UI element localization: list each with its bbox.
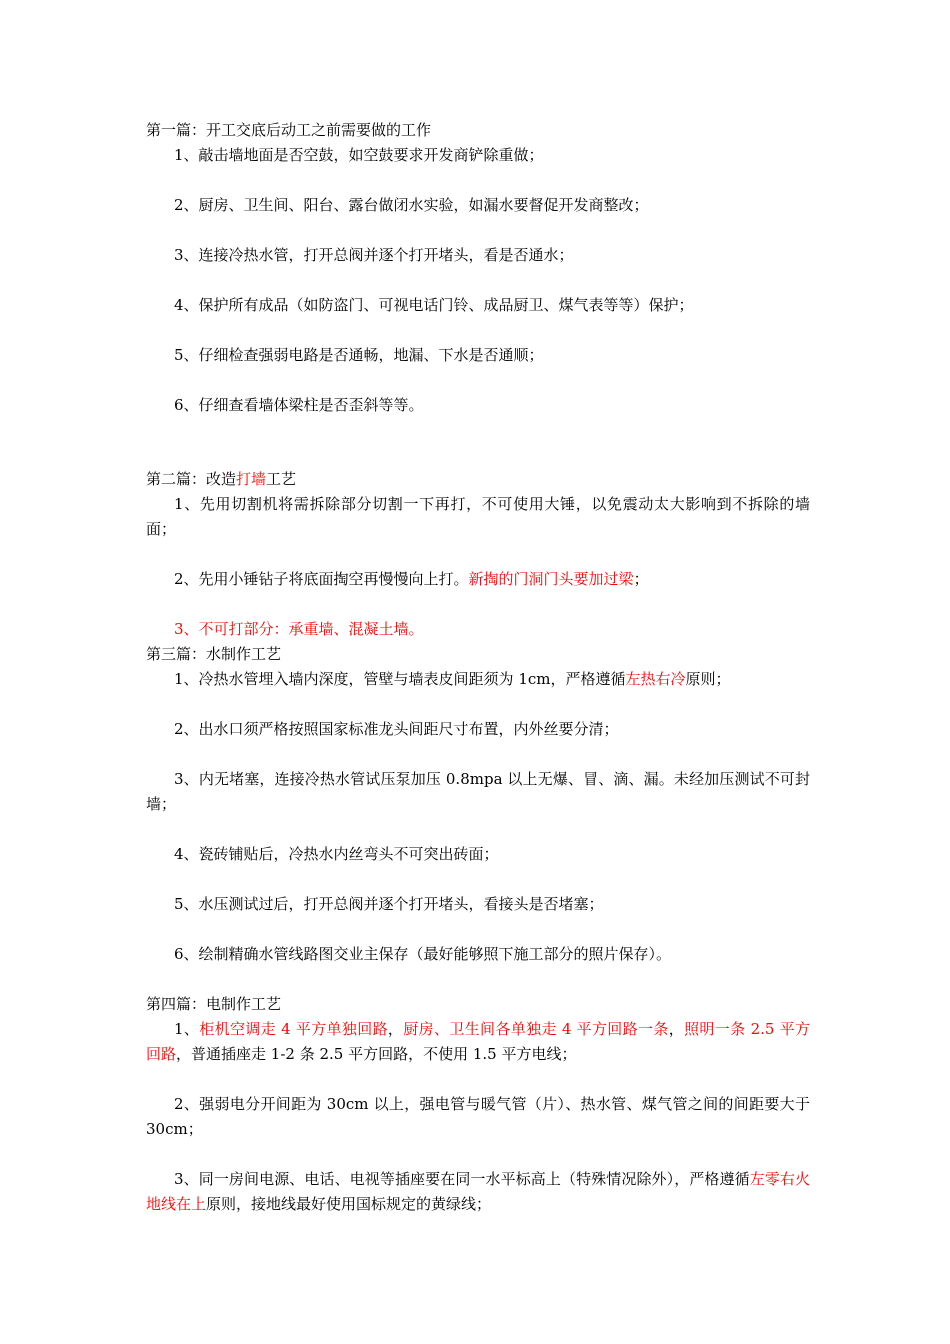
highlight-text: 左热右冷 bbox=[625, 670, 686, 688]
section-1-item-5: 5、仔细检查强弱电路是否通畅，地漏、下水是否通顺； bbox=[174, 346, 544, 364]
section-4-item-2: 2、强弱电分开间距为 30cm 以上，强电管与暖气管（片）、热水管、煤气管之间的间距要大于 30cm； bbox=[146, 1095, 810, 1138]
highlight-text: 照明一条 2.5 平方回路 bbox=[146, 1020, 810, 1063]
section-4-item-3: 3、同一房间电源、电话、电视等插座要在同一水平标高上（特殊情况除外），严格遵循左零右火地线在上原则，接地线最好使用国标规定的黄绿线； bbox=[146, 1170, 810, 1213]
section-1-title: 第一篇：开工交底后动工之前需要做的工作 bbox=[146, 121, 432, 139]
highlight-text: 左零右火地线在上 bbox=[146, 1170, 810, 1213]
section-3-item-1: 1、冷热水管埋入墙内深度，管壁与墙表皮间距须为 1cm，严格遵循左热右冷原则； bbox=[174, 670, 731, 688]
section-3-item-2: 2、出水口须严格按照国家标准龙头间距尺寸布置，内外丝要分清； bbox=[174, 720, 619, 738]
section-1-item-2: 2、厨房、卫生间、阳台、露台做闭水实验，如漏水要督促开发商整改； bbox=[174, 196, 649, 214]
section-3-item-5: 5、水压测试过后，打开总阀并逐个打开堵头，看接头是否堵塞； bbox=[174, 895, 604, 913]
section-1-item-1: 1、敲击墙地面是否空鼓，如空鼓要求开发商铲除重做； bbox=[174, 146, 544, 164]
highlight-text: 打墙 bbox=[236, 470, 267, 488]
section-3-title: 第三篇：水制作工艺 bbox=[146, 645, 282, 663]
section-2-item-3: 3、不可打部分：承重墙、混凝土墙。 bbox=[174, 620, 424, 638]
section-2 bbox=[146, 467, 810, 642]
section-3-item-6: 6、绘制精确水管线路图交业主保存（最好能够照下施工部分的照片保存）。 bbox=[174, 945, 672, 963]
section-2-item-1: 1、先用切割机将需拆除部分切割一下再打，不可使用大锤，以免震动太大影响到不拆除的墙面； bbox=[146, 495, 810, 538]
section-1-item-4: 4、保护所有成品（如防盗门、可视电话门铃、成品厨卫、煤气表等等）保护； bbox=[174, 296, 694, 314]
section-4 bbox=[146, 992, 810, 1217]
highlight-text: 新掏的门洞门头要加过梁 bbox=[468, 570, 634, 588]
section-1-item-6: 6、仔细查看墙体梁柱是否歪斜等等。 bbox=[174, 396, 424, 414]
highlight-text: 柜机空调走 4 平方单独回路 bbox=[199, 1020, 388, 1038]
section-2-title: 第二篇：改造打墙工艺 bbox=[146, 470, 297, 488]
section-3-item-3: 3、内无堵塞，连接冷热水管试压泵加压 0.8mpa 以上无爆、冒、滴、漏。未经加压测试不可封墙； bbox=[146, 770, 810, 813]
section-2-item-2: 2、先用小锤钻子将底面掏空再慢慢向上打。新掏的门洞门头要加过梁； bbox=[174, 570, 649, 588]
section-3 bbox=[146, 642, 810, 967]
section-4-item-1: 1、柜机空调走 4 平方单独回路，厨房、卫生间各单独走 4 平方回路一条，照明一条 2.5 平方回路，普通插座走 1-2 条 2.5 平方回路，不使用 1.5 平方电线； bbox=[146, 1020, 810, 1063]
section-3-item-4: 4、瓷砖铺贴后，冷热水内丝弯头不可突出砖面； bbox=[174, 845, 499, 863]
section-4-title: 第四篇：电制作工艺 bbox=[146, 995, 282, 1013]
section-1-item-3: 3、连接冷热水管，打开总阀并逐个打开堵头，看是否通水； bbox=[174, 246, 574, 264]
document-page bbox=[146, 118, 810, 1217]
highlight-text: 厨房、卫生间各单独走 4 平方回路一条 bbox=[403, 1020, 669, 1038]
section-1 bbox=[146, 118, 810, 418]
